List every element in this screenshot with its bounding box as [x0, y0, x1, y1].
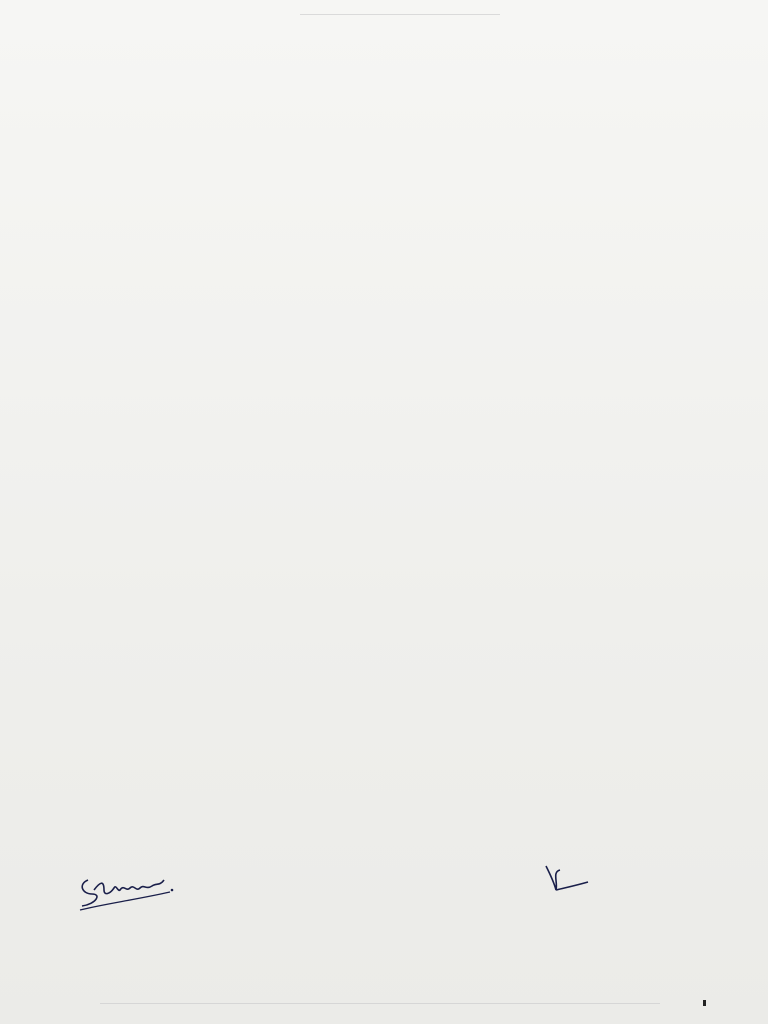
signature-right	[540, 860, 600, 900]
signature-left	[74, 870, 184, 916]
scan-edge-line	[300, 14, 500, 15]
scan-edge-line-bottom	[100, 1003, 660, 1004]
scan-mark	[703, 1000, 706, 1006]
